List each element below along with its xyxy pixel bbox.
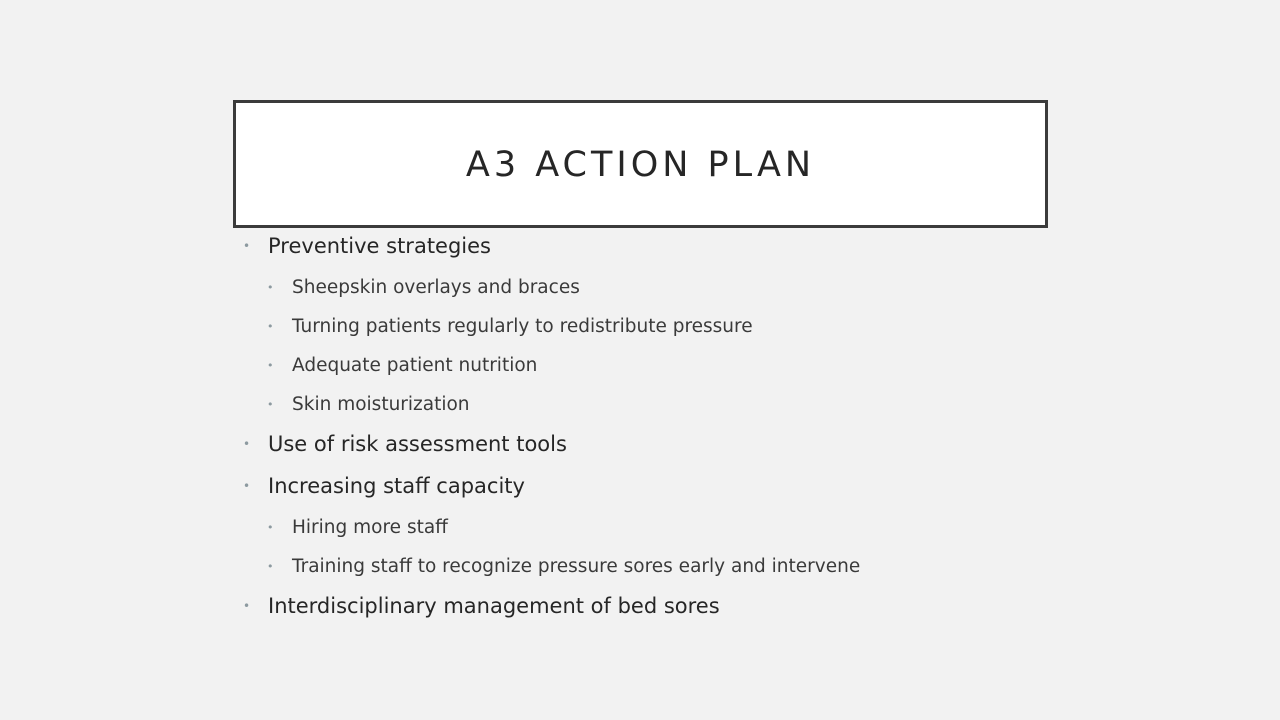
sub-bullet-item <box>243 307 1043 346</box>
bullet-item <box>243 226 1043 268</box>
bullet-text: Preventive strategies <box>268 234 491 258</box>
bullet-item <box>243 466 1043 508</box>
bullet-dot-icon: • <box>243 599 251 613</box>
slide-title-box <box>233 100 1048 228</box>
bullet-dot-icon: • <box>267 281 274 294</box>
bullet-item <box>243 424 1043 466</box>
bullet-dot-icon: • <box>267 398 274 411</box>
bullet-text: Skin moisturization <box>292 394 470 415</box>
bullet-text: Training staff to recognize pressure sores early and intervene <box>292 556 861 577</box>
bullet-dot-icon: • <box>267 560 274 573</box>
bullet-dot-icon: • <box>243 479 251 493</box>
bullet-text: Adequate patient nutrition <box>292 355 538 376</box>
bullet-text: Interdisciplinary management of bed sores <box>268 594 720 618</box>
bullet-dot-icon: • <box>267 320 274 333</box>
bullet-list <box>243 226 1043 628</box>
bullet-text: Increasing staff capacity <box>268 474 525 498</box>
sub-bullet-item <box>243 268 1043 307</box>
sub-bullet-item <box>243 346 1043 385</box>
slide-title: A3 ACTION PLAN <box>465 145 816 185</box>
bullet-dot-icon: • <box>243 239 251 253</box>
bullet-text: Hiring more staff <box>292 517 448 538</box>
sub-bullet-item <box>243 508 1043 547</box>
sub-bullet-item <box>243 547 1043 586</box>
bullet-dot-icon: • <box>267 359 274 372</box>
bullet-text: Sheepskin overlays and braces <box>292 277 580 298</box>
bullet-dot-icon: • <box>243 437 251 451</box>
bullet-item <box>243 586 1043 628</box>
bullet-text: Use of risk assessment tools <box>268 432 567 456</box>
bullet-dot-icon: • <box>267 521 274 534</box>
bullet-text: Turning patients regularly to redistribute pressure <box>292 316 753 337</box>
sub-bullet-item <box>243 385 1043 424</box>
